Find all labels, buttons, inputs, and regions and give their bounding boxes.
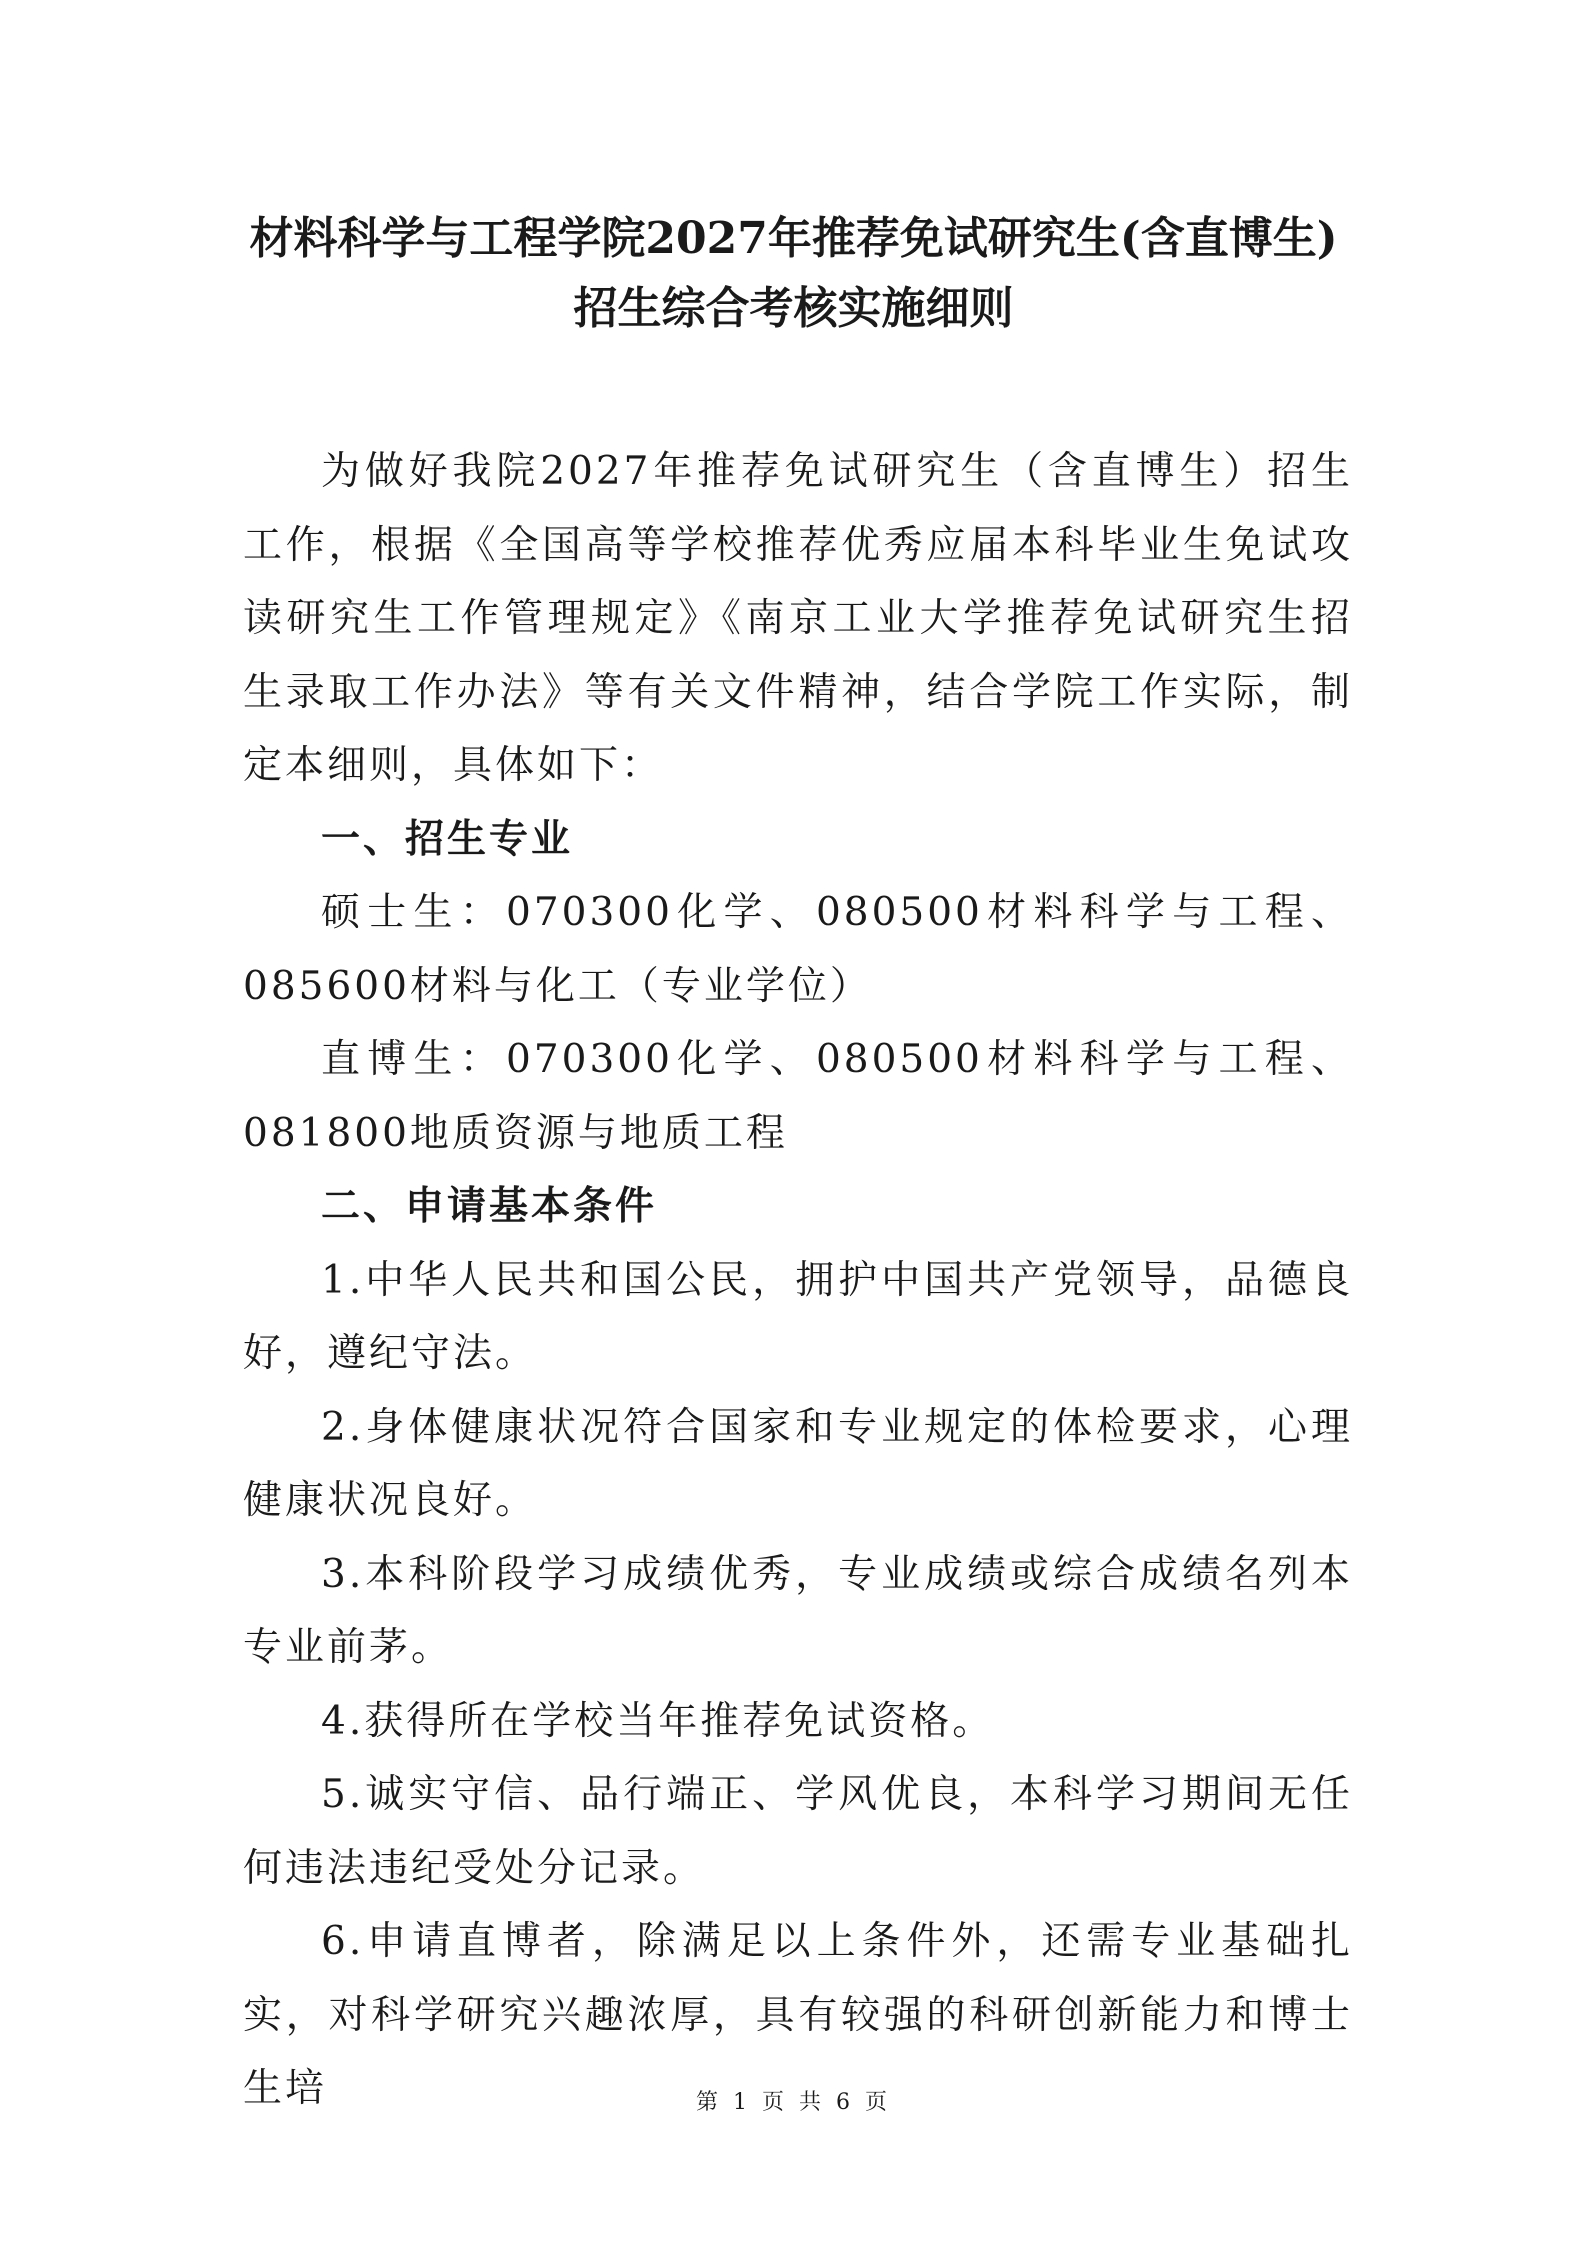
document-title-line-2: 招生综合考核实施细则: [573, 283, 1014, 334]
direct-phd-majors-paragraph: 直博生：070300化学、080500材料科学与工程、081800地质资源与地质工程: [243, 1037, 1353, 1156]
section-heading-requirements: 二、申请基本条件: [321, 1183, 658, 1229]
requirement-item: 2.身体健康状况符合国家和专业规定的体检要求，心理健康状况良好。: [243, 1404, 1353, 1523]
masters-majors-paragraph: 硕士生：070300化学、080500材料科学与工程、085600材料与化工（专业学位）: [243, 890, 1353, 1009]
requirement-item: 6.申请直博者，除满足以上条件外，还需专业基础扎实，对科学研究兴趣浓厚，具有较强的科研创新能力和博士生培: [243, 1919, 1353, 2111]
requirement-item: 5.诚实守信、品行端正、学风优良，本科学习期间无任何违法违纪受处分记录。: [243, 1772, 1353, 1891]
document-body: [243, 435, 1353, 2126]
intro-paragraph: 为做好我院2027年推荐免试研究生（含直博生）招生工作，根据《全国高等学校推荐优秀应届本科毕业生免试攻读研究生工作管理规定》《南京工业大学推荐免试研究生招生录取工作办法》等有关文件精神，结合学院工作实际，制定本细则，具体如下：: [243, 449, 1353, 788]
requirement-item: 3.本科阶段学习成绩优秀，专业成绩或综合成绩名列本专业前茅。: [243, 1551, 1353, 1670]
page-number-footer: 第 1 页 共 6 页: [696, 2090, 891, 2115]
requirement-item: 1.中华人民共和国公民，拥护中国共产党领导，品德良好，遵纪守法。: [243, 1257, 1353, 1376]
requirement-item: 4.获得所在学校当年推荐免试资格。: [321, 1698, 995, 1744]
section-heading-majors: 一、招生专业: [321, 815, 574, 862]
document-title-line-1: 材料科学与工程学院2027年推荐免试研究生(含直博生): [249, 213, 1338, 264]
